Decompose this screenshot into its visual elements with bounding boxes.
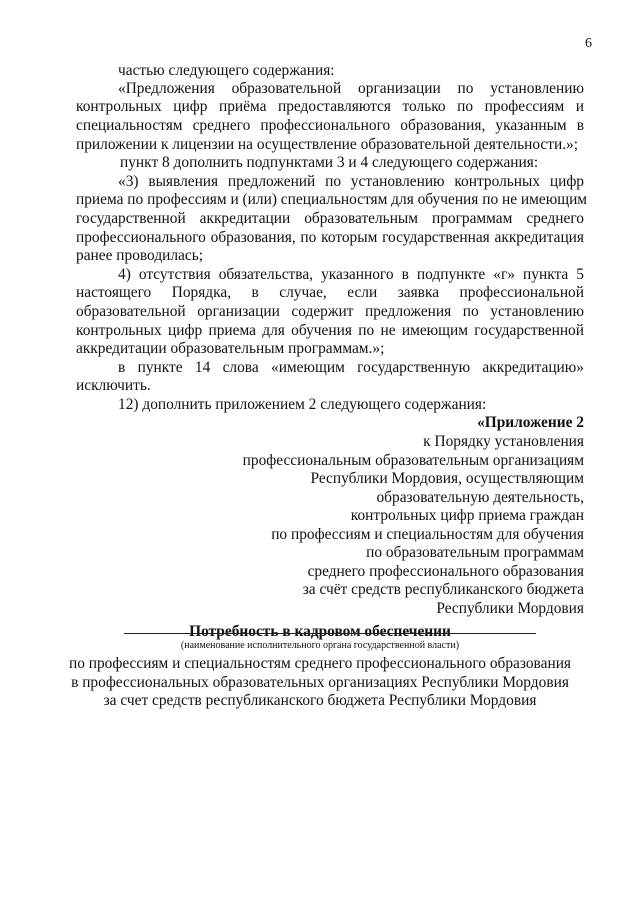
text-line: профессионального образования, по которым государственная аккредитация xyxy=(76,229,584,246)
text-line: в пункте 14 слова «имеющим государственную аккредитацию» xyxy=(118,359,584,376)
subtitle-line: за счет средств республиканского бюджета Республики Мордовия xyxy=(103,692,537,709)
page-number: 6 xyxy=(585,36,592,51)
text-line: приема по профессиям и (или) специальностям для обучения по не имеющим xyxy=(76,191,588,208)
text-line: частью следующего содержания: xyxy=(118,62,335,79)
appendix-line: по образовательным программам xyxy=(366,544,584,561)
blank-caption: (наименование исполнительного органа государственной власти) xyxy=(180,640,460,651)
text-line: «Предложения образовательной организации по установлению xyxy=(118,80,584,97)
appendix-line: к Порядку установления xyxy=(423,433,584,450)
appendix-title: «Приложение 2 xyxy=(477,414,584,431)
appendix-line: за счёт средств республиканского бюджета xyxy=(302,581,584,598)
text-line: ранее проводилась; xyxy=(76,247,204,264)
appendix-line: по профессиям и специальностям для обучения xyxy=(271,526,584,543)
text-line: аккредитации образовательным программам.»; xyxy=(76,340,385,357)
text-line: контрольных цифр приема для обучения по не имеющим государственной xyxy=(76,322,584,339)
appendix-line: профессиональным образовательным организациям xyxy=(242,452,584,469)
text-line: исключить. xyxy=(76,377,151,394)
text-line: настоящего Порядка, в случае, если заявка профессиональной xyxy=(76,284,584,301)
section-heading: Потребность в кадровом обеспечении xyxy=(189,623,451,640)
appendix-line: образовательную деятельность, xyxy=(376,489,584,506)
text-line: государственной аккредитации образовательным программам среднего xyxy=(76,210,584,227)
text-line: 12) дополнить приложением 2 следующего содержания: xyxy=(118,396,487,413)
text-line: пункт 8 дополнить подпунктами 3 и 4 следующего содержания: xyxy=(120,154,539,171)
subtitle-line: в профессиональных образовательных организациях Республики Мордовия xyxy=(71,674,569,691)
text-line: образовательной организации содержит предложения по установлению xyxy=(76,303,584,320)
appendix-line: среднего профессионального образования xyxy=(307,563,584,580)
text-line: приложении к лицензии на осуществление образовательной деятельности.»; xyxy=(76,136,579,153)
subtitle-line: по профессиям и специальностям среднего профессионального образования xyxy=(68,655,572,672)
text-line: «3) выявления предложений по установлению контрольных цифр xyxy=(118,173,584,190)
text-line: специальностям среднего профессионального образования, указанным в xyxy=(76,117,584,134)
text-line: контрольных цифр приёма предоставляются только по профессиям и xyxy=(76,98,584,115)
appendix-line: Республики Мордовия, осуществляющим xyxy=(310,470,584,487)
appendix-line: Республики Мордовия xyxy=(436,600,584,617)
blank-underline xyxy=(124,633,536,634)
appendix-line: контрольных цифр приема граждан xyxy=(350,507,584,524)
text-line: 4) отсутствия обязательства, указанного в подпункте «г» пункта 5 xyxy=(118,266,584,283)
